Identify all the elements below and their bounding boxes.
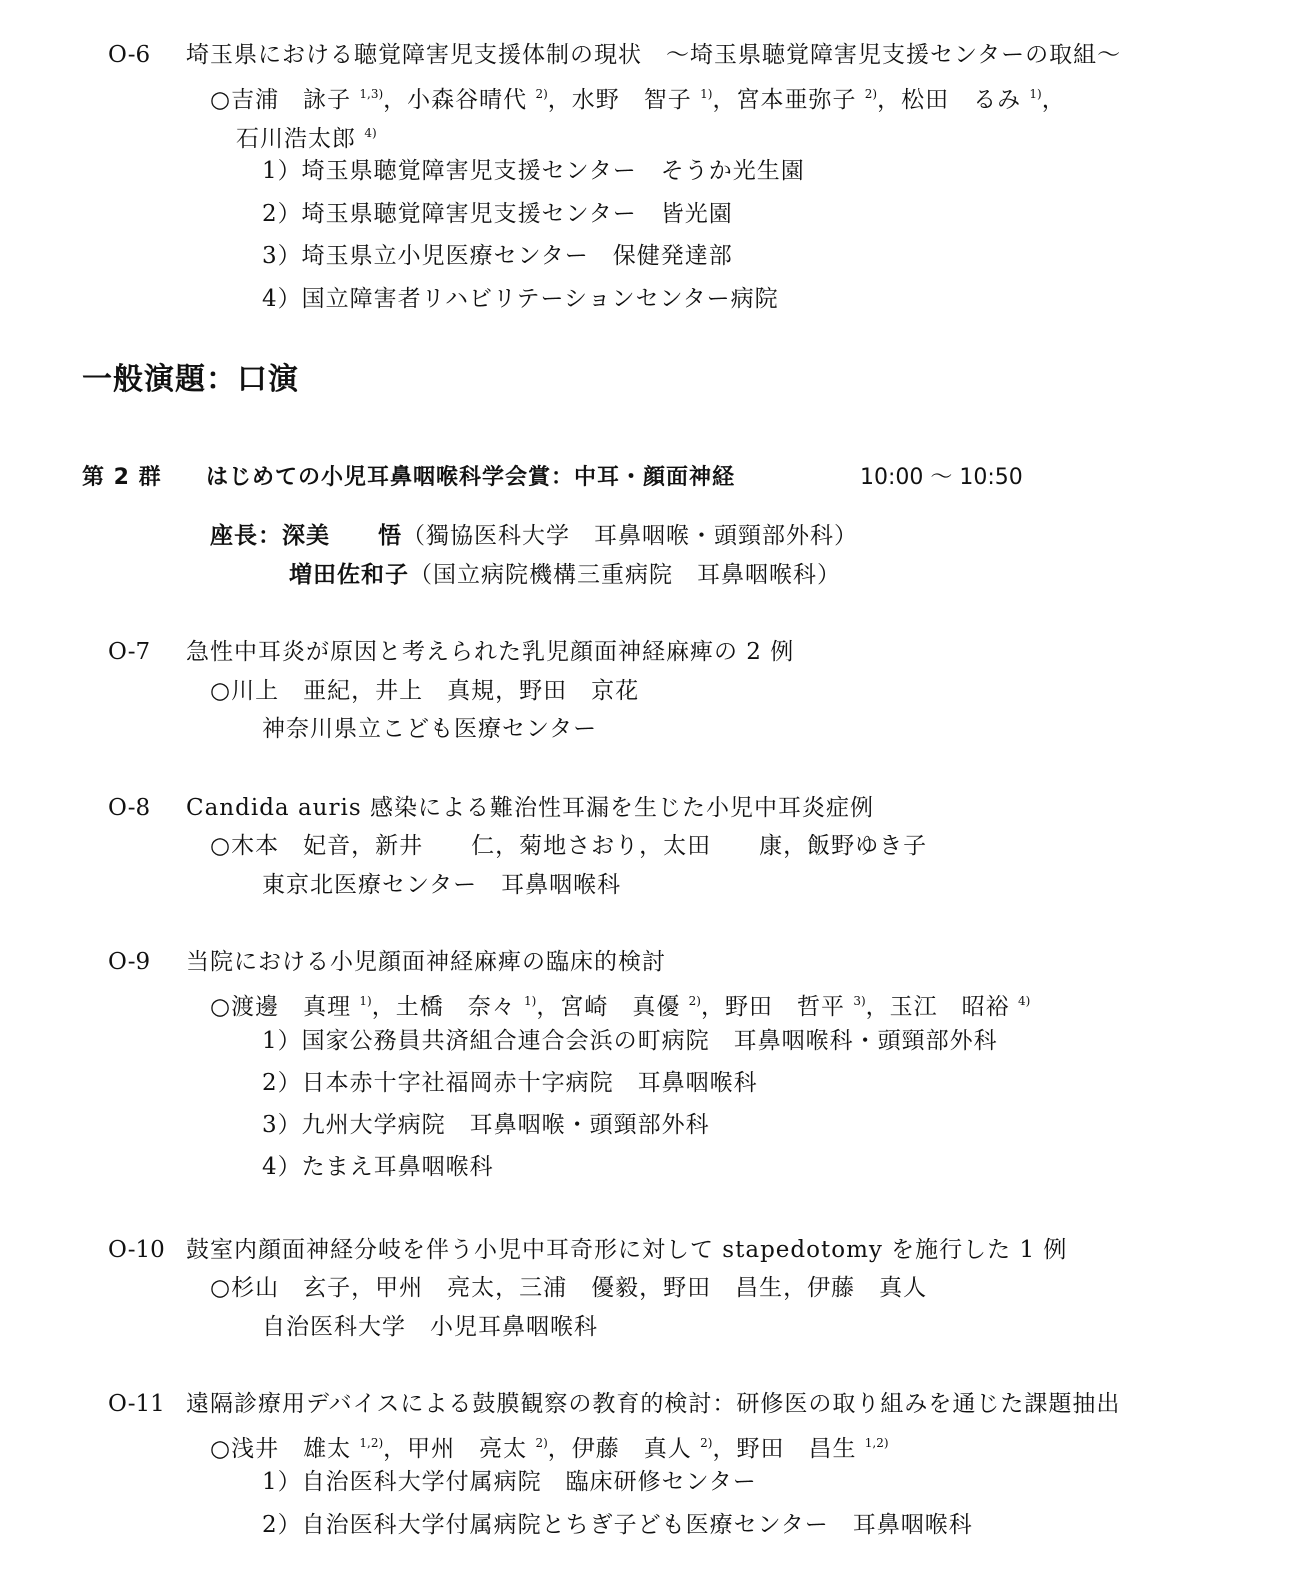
affiliation-o6-3: 3）埼玉県立小児医療センター 保健発達部 — [262, 243, 733, 269]
affiliation-o9-4: 4）たまえ耳鼻咽喉科 — [262, 1154, 494, 1180]
author-list-o8: ○木本 妃音，新井 仁，菊地さおり，太田 康，飯野ゆき子 — [210, 833, 928, 859]
chair-name-1: 深美 悟 — [282, 523, 402, 549]
affiliation-o11-2: 2）自治医科大学付属病院とちぎ子ども医療センター 耳鼻咽喉科 — [262, 1512, 973, 1538]
author-list-o6-cont: 石川浩太郎 $^{4)}$ — [236, 126, 377, 152]
author-list-o11: ○浅井 雄太 $^{1,2)}$，甲州 亮太 $^{2)}$，伊藤 真人 $^{2)}$，野田 昌生 $^{1,2)}$ — [210, 1436, 889, 1462]
chair-affiliation-2: （国立病院機構三重病院 耳鼻咽喉科） — [409, 562, 841, 588]
abstract-title-o10: 鼓室内顔面神経分岐を伴う小児中耳奇形に対して stapedotomy を施行した 1 例 — [186, 1237, 1068, 1263]
abstract-code-o11: O-11 — [108, 1391, 165, 1417]
affiliation-o7: 神奈川県立こども医療センター — [262, 716, 598, 742]
author-list-o7: ○川上 亜紀，井上 真規，野田 京花 — [210, 678, 640, 704]
author-list-o6: ○吉浦 詠子 $^{1,3)}$，小森谷晴代 $^{2)}$，水野 智子 $^{1)}$，宮本亜弥子 $^{2)}$，松田 るみ $^{1)}$， — [210, 87, 1066, 113]
abstract-title-o7: 急性中耳炎が原因と考えられた乳児顔面神経麻痺の 2 例 — [186, 639, 795, 665]
session-number: 第 2 群 — [82, 465, 162, 490]
affiliation-o9-1: 1）国家公務員共済組合連合会浜の町病院 耳鼻咽喉科・頭頸部外科 — [262, 1028, 998, 1054]
affiliation-o8: 東京北医療センター 耳鼻咽喉科 — [262, 872, 622, 898]
chair-affiliation-1: （獨協医科大学 耳鼻咽喉・頭頸部外科） — [402, 523, 858, 549]
abstract-code-o8: O-8 — [108, 795, 151, 821]
affiliation-o11-1: 1）自治医科大学付属病院 臨床研修センター — [262, 1469, 757, 1495]
chair-row-1 — [210, 521, 858, 551]
abstract-title-o11: 遠隔診療用デバイスによる鼓膜観察の教育的検討：研修医の取り組みを通じた課題抽出 — [186, 1391, 1121, 1417]
abstract-code-o10: O-10 — [108, 1237, 165, 1263]
abstract-code-o9: O-9 — [108, 949, 151, 975]
abstract-title-o6: 埼玉県における聴覚障害児支援体制の現状 ～埼玉県聴覚障害児支援センターの取組～ — [186, 42, 1122, 68]
chair-label: 座長： — [210, 523, 282, 549]
abstract-code-o6: O-6 — [108, 42, 151, 68]
affiliation-o6-2: 2）埼玉県聴覚障害児支援センター 皆光園 — [262, 201, 733, 227]
chair-row-2 — [289, 560, 841, 590]
chair-name-2: 増田佐和子 — [289, 562, 409, 588]
session-title: はじめての小児耳鼻咽喉科学会賞：中耳・顔面神経 — [206, 465, 736, 490]
abstract-title-o9: 当院における小児顔面神経麻痺の臨床的検討 — [186, 949, 666, 975]
affiliation-o10: 自治医科大学 小児耳鼻咽喉科 — [262, 1314, 598, 1340]
affiliation-o9-3: 3）九州大学病院 耳鼻咽喉・頭頸部外科 — [262, 1112, 710, 1138]
affiliation-o6-4: 4）国立障害者リハビリテーションセンター病院 — [262, 286, 779, 312]
author-list-o10: ○杉山 玄子，甲州 亮太，三浦 優毅，野田 昌生，伊藤 真人 — [210, 1275, 928, 1301]
affiliation-o6-1: 1）埼玉県聴覚障害児支援センター そうか光生園 — [262, 158, 805, 184]
abstract-title-o8: Candida auris 感染による難治性耳漏を生じた小児中耳炎症例 — [186, 795, 874, 821]
author-list-o9: ○渡邊 真理 $^{1)}$，土橋 奈々 $^{1)}$，宮崎 真優 $^{2)}$，野田 哲平 $^{3)}$，玉江 昭裕 $^{4)}$ — [210, 994, 1031, 1020]
abstract-code-o7: O-7 — [108, 639, 151, 665]
session-time: 10:00 ～ 10:50 — [860, 465, 1023, 490]
affiliation-o9-2: 2）日本赤十字社福岡赤十字病院 耳鼻咽喉科 — [262, 1070, 758, 1096]
section-title: 一般演題：口演 — [82, 362, 299, 397]
